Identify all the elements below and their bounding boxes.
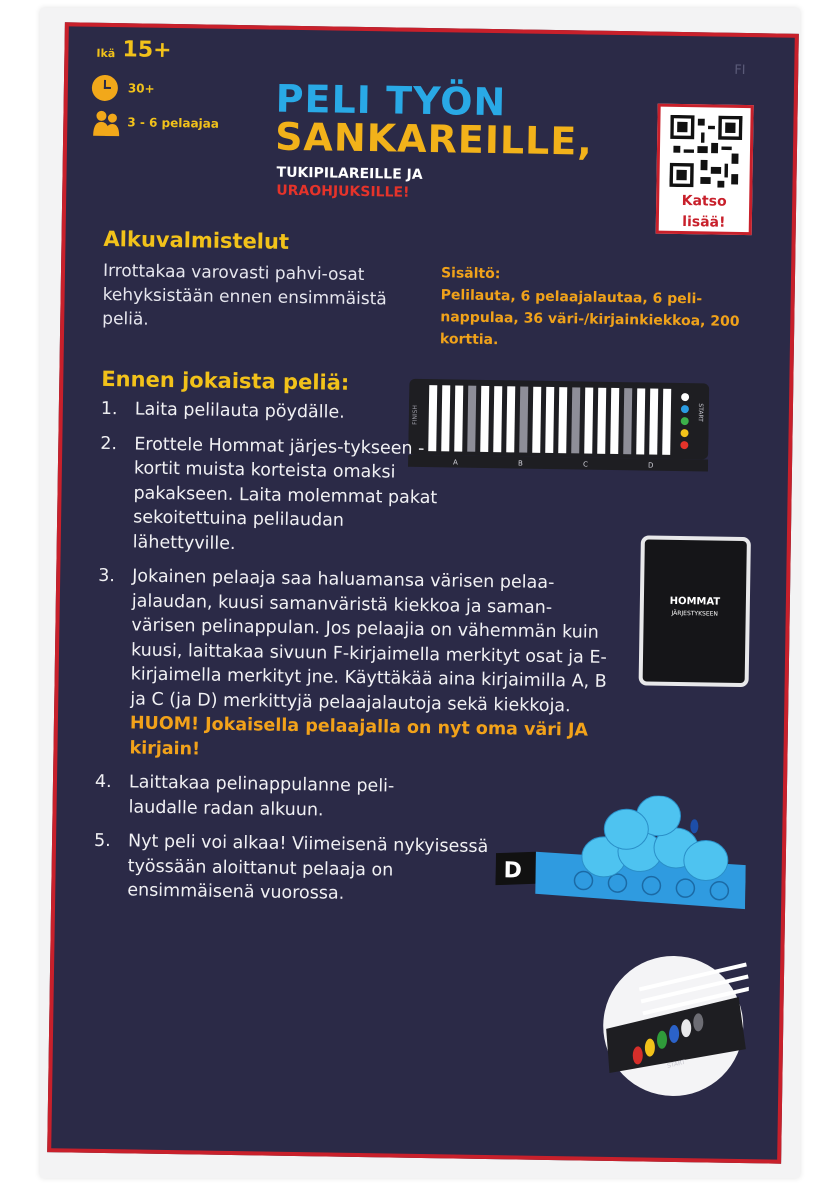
contents-heading: Sisältö: [440,265,501,283]
list-item: 4. Laittakaa pelinappulanne peli-laudalle radan alkuun. [94,771,395,820]
list-item: 5. Nyt peli voi alkaa! Viimeisenä nykyisessä työssään aloittanut pelaaja on ensimmäisenä vuorossa. [93,830,489,904]
svg-text:A: A [452,458,458,467]
svg-text:START: START [696,403,705,422]
prep-heading: Alkuvalmistelut [103,226,290,254]
prep-text: Irrottakaa varovasti pahvi-osat kehyksistään ennen ensimmäistä peliä. [102,260,387,330]
warning-text: HUOM! Jokaisella pelaajalla on nyt oma väri JA kirjain! [129,713,589,760]
svg-text:D: D [647,461,654,470]
hommat-card-subtitle: JÄRJESTYKSEEN [671,609,718,618]
age-value: 15+ [122,37,172,63]
rules-card [47,22,799,1163]
svg-text:FINISH: FINISH [411,404,419,425]
age-label: Ikä [96,46,116,61]
clock-icon [92,75,118,101]
subtitle-line-2: URAOHJUKSILLE! [276,182,410,201]
contents-block [440,262,751,355]
svg-text:B: B [517,459,523,468]
qr-code-icon [669,115,742,188]
title-line-2: SANKAREILLE, [274,114,594,164]
player-board-image [495,793,747,937]
svg-text:D: D [503,858,523,884]
svg-text:START: START [666,1058,687,1070]
qr-code-box[interactable] [656,104,754,235]
list-item: 3. Jokainen pelaaja saa haluamansa värisen pelaa-jalaudan, kuusi samanväristä kiekkoa ja saman-värisen pelinappulan. Jos pelaajia on vähemmän kuin kuusi, laittakaa sivuun F-kirjaimella merkityt osat ja E-kirjaimella merkityt jne. Käyttäkää aina kirjaimilla A, B ja C (ja D) merkittyjä pelaajalautoja sekä kiekkoja. HUOM! Jokaisella pelaajalla on nyt oma väri JA kirjain! [98,565,607,760]
qr-label: Katso lisää! [681,193,727,231]
play-time: 30+ [127,81,155,96]
players-icon [91,109,121,137]
subtitle-line-1: TUKIPILAREILLE JA [276,164,423,183]
list-item: 2. Erottele Hommat järjes-tykseen -kortit muista korteista omaksi pakakseen. Laita molemmat pakat sekoitettuina pelilaudan lähettyville. [100,433,438,554]
pawns-on-start-image [597,955,749,1097]
language-code: FI [734,62,746,79]
contents-text: Pelilauta, 6 pelaajalautaa, 6 peli-nappulaa, 36 väri-/kirjainkiekkoa, 200 korttia. [439,287,740,349]
hommat-card-title: HOMMAT [669,595,721,608]
before-heading: Ennen jokaista peliä: [101,366,350,395]
svg-text:C: C [582,460,588,469]
title-line-1: PELI TYÖN [275,76,507,125]
player-count: 3 - 6 pelaajaa [127,115,220,131]
list-item: 1. Laita pelilauta pöydälle. [100,398,345,423]
